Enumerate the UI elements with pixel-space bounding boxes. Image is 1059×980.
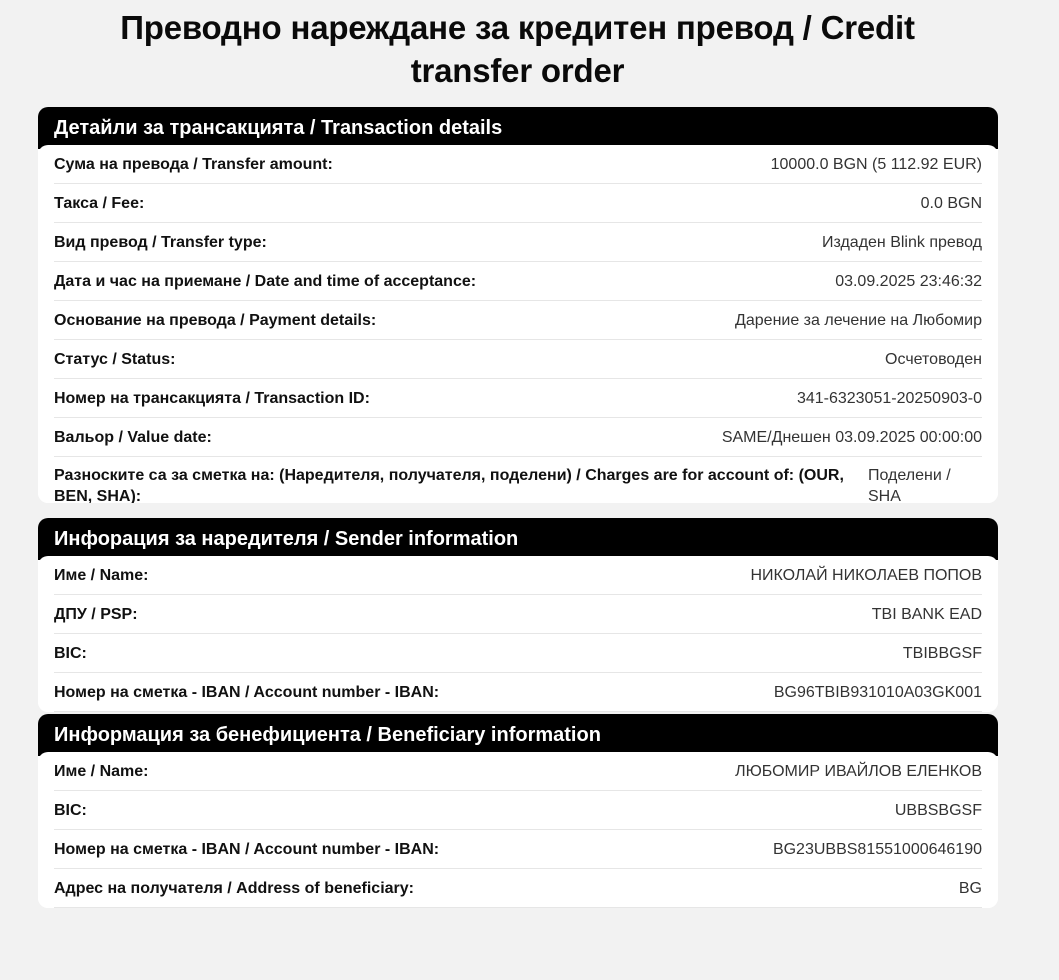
beneficiary-name-row xyxy=(54,752,982,791)
section-header: Инфорация за наредителя / Sender information xyxy=(38,518,998,560)
row-label: Разноските са за сметка на: (Наредителя, получателя, поделени) / Charges are for account of: (OUR, BEN, SHA): xyxy=(54,467,844,503)
row-value: Поделени / SHA xyxy=(868,467,951,503)
row-value: TBIBBGSF xyxy=(902,645,982,662)
row-value: 341-6323051-20250903-0 xyxy=(796,390,982,407)
section-header: Детайли за трансакцията / Transaction details xyxy=(38,107,998,149)
row-label: Статус / Status: xyxy=(54,351,176,368)
beneficiary-information-section xyxy=(38,714,998,908)
row-label: BIC: xyxy=(54,802,87,819)
row-value: BG xyxy=(958,880,982,897)
beneficiary-address-row xyxy=(54,869,982,908)
sender-iban-row xyxy=(54,673,982,712)
row-label: ДПУ / PSP: xyxy=(54,606,138,623)
row-label: Вид превод / Transfer type: xyxy=(54,234,267,251)
row-value: Дарение за лечение на Любомир xyxy=(735,312,982,329)
row-value: ЛЮБОМИР ИВАЙЛОВ ЕЛЕНКОВ xyxy=(735,763,982,780)
section-body xyxy=(38,145,998,503)
section-body xyxy=(38,556,998,712)
row-value: TBI BANK EAD xyxy=(871,606,982,623)
row-value: НИКОЛАЙ НИКОЛАЕВ ПОПОВ xyxy=(750,567,982,584)
row-value: BG96TBIB931010A03GK001 xyxy=(773,684,982,701)
row-label: Номер на сметка - IBAN / Account number - IBAN: xyxy=(54,841,440,858)
beneficiary-iban-row xyxy=(54,830,982,869)
row-label: Адрес на получателя / Address of beneficiary: xyxy=(54,880,414,897)
value-date-row xyxy=(54,418,982,457)
row-value: UBBSBGSF xyxy=(894,802,982,819)
sender-name-row xyxy=(54,556,982,595)
transaction-id-row xyxy=(54,379,982,418)
status-row xyxy=(54,340,982,379)
transaction-details-section xyxy=(38,107,998,503)
row-value: Осчетоводен xyxy=(885,351,982,368)
transfer-amount-row xyxy=(54,145,982,184)
row-value: 0.0 BGN xyxy=(920,195,982,212)
row-label: Име / Name: xyxy=(54,763,149,780)
sender-psp-row xyxy=(54,595,982,634)
row-value: 03.09.2025 23:46:32 xyxy=(835,273,982,290)
section-header: Информация за бенефициента / Beneficiary information xyxy=(38,714,998,756)
row-value: 10000.0 BGN (5 112.92 EUR) xyxy=(770,156,982,173)
row-value: BG23UBBS81551000646190 xyxy=(772,841,982,858)
row-label: Такса / Fee: xyxy=(54,195,145,212)
row-label: Име / Name: xyxy=(54,567,149,584)
row-value: Издаден Blink превод xyxy=(821,234,982,251)
transfer-type-row xyxy=(54,223,982,262)
row-label: BIC: xyxy=(54,645,87,662)
sender-information-section xyxy=(38,518,998,712)
row-label: Номер на сметка - IBAN / Account number - IBAN: xyxy=(54,684,440,701)
row-label: Вальор / Value date: xyxy=(54,429,212,446)
payment-details-row xyxy=(54,301,982,340)
fee-row xyxy=(54,184,982,223)
row-value: SAME/Днешен 03.09.2025 00:00:00 xyxy=(721,429,982,446)
row-label: Номер на трансакцията / Transaction ID: xyxy=(54,390,370,407)
beneficiary-bic-row xyxy=(54,791,982,830)
charges-row xyxy=(54,457,982,503)
row-label: Основание на превода / Payment details: xyxy=(54,312,377,329)
section-body xyxy=(38,752,998,908)
row-label: Дата и час на приемане / Date and time of acceptance: xyxy=(54,273,477,290)
page-title: Преводно нареждане за кредитен превод / Credit transfer order xyxy=(120,9,915,89)
row-label: Сума на превода / Transfer amount: xyxy=(54,156,333,173)
acceptance-datetime-row xyxy=(54,262,982,301)
sender-bic-row xyxy=(54,634,982,673)
